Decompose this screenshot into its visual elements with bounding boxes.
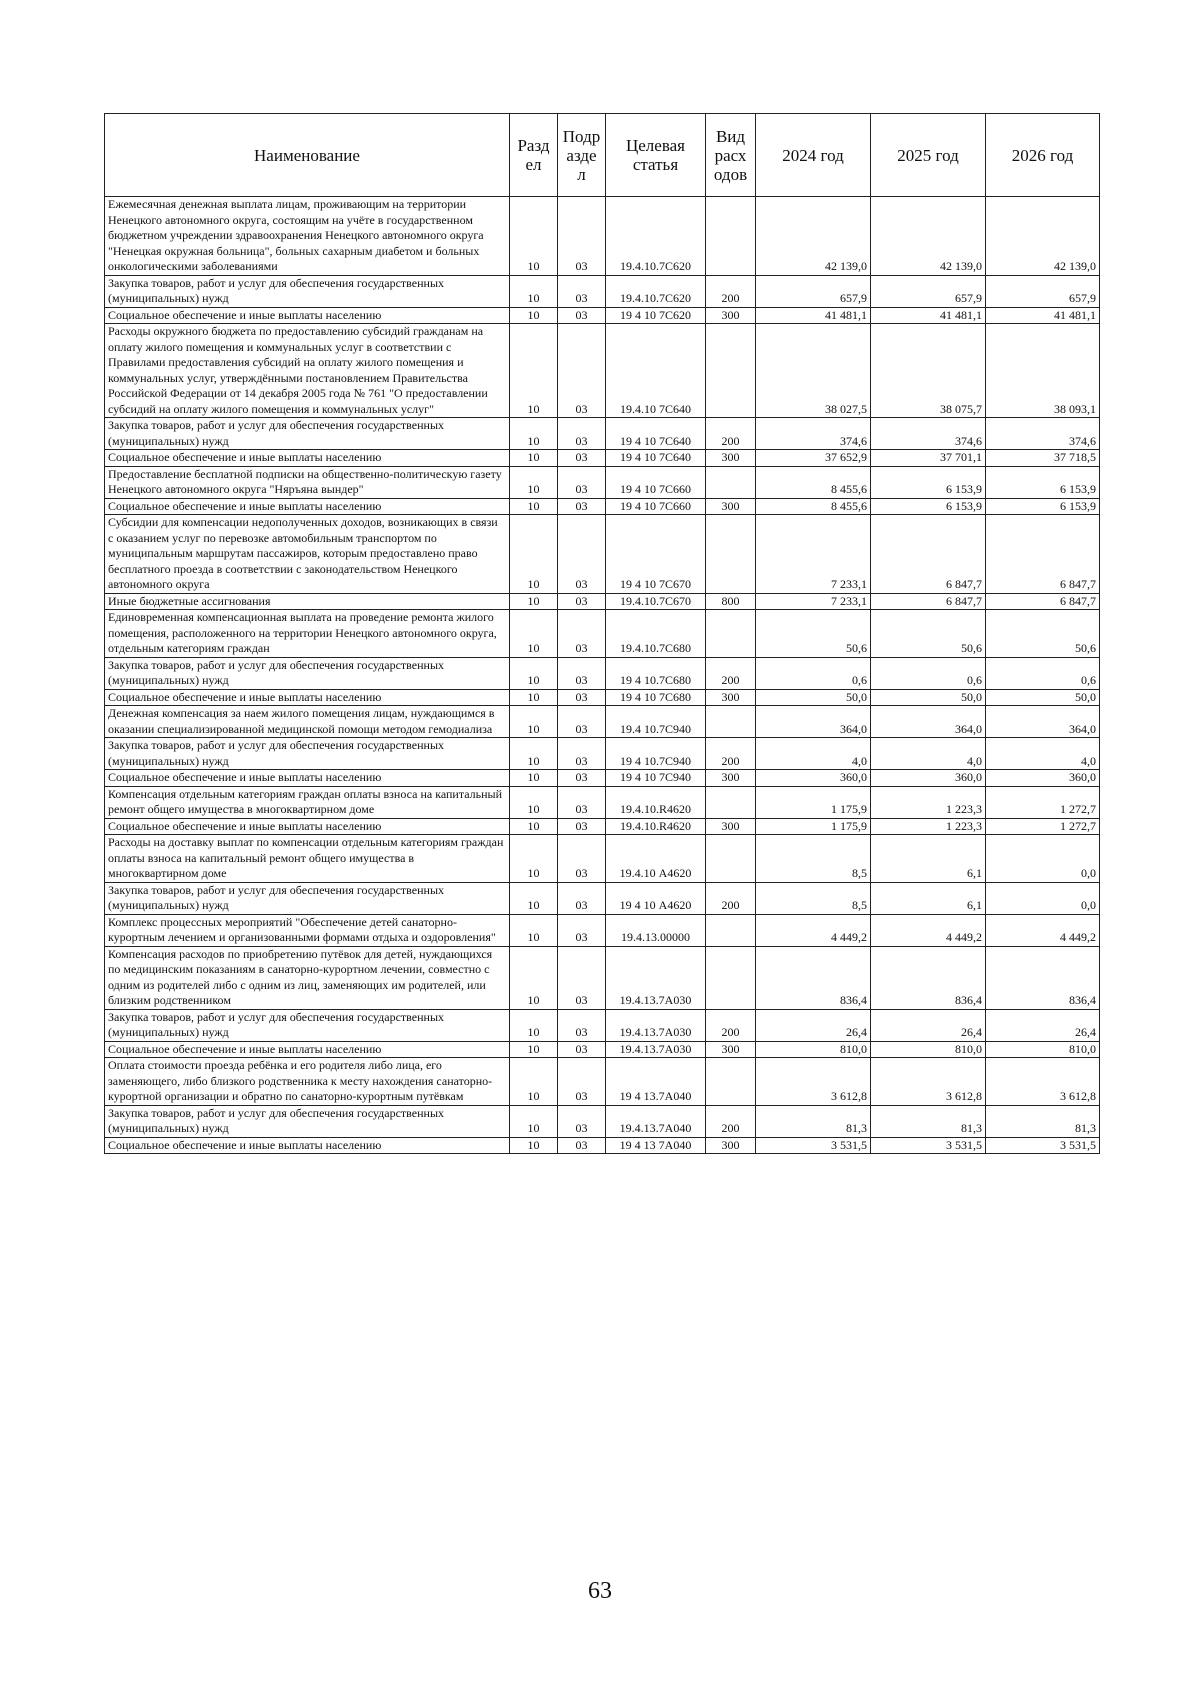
row-expense-type: 800 bbox=[706, 593, 756, 610]
row-expense-type: 200 bbox=[706, 882, 756, 914]
row-section: 10 bbox=[510, 197, 558, 276]
row-subsection: 03 bbox=[558, 914, 606, 946]
table-row bbox=[105, 610, 1100, 658]
table-row bbox=[105, 418, 1100, 450]
row-value-2024: 8,5 bbox=[756, 882, 871, 914]
row-name: Субсидии для компенсации недополученных доходов, возникающих в связи с оказанием услуг по перевозке автомобильным транспортом по муниципальным маршрутам пассажиров, которым предоставлено право бесплатного проезда в соответствии с законодательством Ненецкого автономного округа bbox=[105, 515, 510, 594]
row-section: 10 bbox=[510, 738, 558, 770]
row-value-2026: 6 847,7 bbox=[986, 515, 1100, 594]
table-header-row bbox=[105, 114, 1100, 197]
row-expense-type: 300 bbox=[706, 307, 756, 324]
table-row bbox=[105, 770, 1100, 787]
row-name: Социальное обеспечение и иные выплаты населению bbox=[105, 770, 510, 787]
row-value-2025: 26,4 bbox=[871, 1009, 986, 1041]
row-expense-type bbox=[706, 610, 756, 658]
row-subsection: 03 bbox=[558, 450, 606, 467]
row-section: 10 bbox=[510, 307, 558, 324]
row-value-2025: 374,6 bbox=[871, 418, 986, 450]
header-2024: 2024 год bbox=[756, 114, 871, 197]
row-section: 10 bbox=[510, 1137, 558, 1154]
row-section: 10 bbox=[510, 1009, 558, 1041]
row-name: Закупка товаров, работ и услуг для обеспечения государственных (муниципальных) нужд bbox=[105, 1105, 510, 1137]
row-subsection: 03 bbox=[558, 1041, 606, 1058]
row-value-2024: 50,6 bbox=[756, 610, 871, 658]
row-value-2025: 6 847,7 bbox=[871, 593, 986, 610]
row-section: 10 bbox=[510, 786, 558, 818]
row-subsection: 03 bbox=[558, 1009, 606, 1041]
row-section: 10 bbox=[510, 818, 558, 835]
row-value-2024: 42 139,0 bbox=[756, 197, 871, 276]
row-value-2024: 38 027,5 bbox=[756, 324, 871, 418]
row-name: Социальное обеспечение и иные выплаты населению bbox=[105, 498, 510, 515]
table-row bbox=[105, 1137, 1100, 1154]
row-value-2026: 1 272,7 bbox=[986, 818, 1100, 835]
row-name: Социальное обеспечение и иные выплаты населению bbox=[105, 818, 510, 835]
row-name: Компенсация расходов по приобретению путёвок для детей, нуждающихся по медицинским показаниям в санаторно-курортном лечении, совместно с одним из родителей либо с одним из лиц, заменяющих им родителей, или близким родственником bbox=[105, 946, 510, 1009]
table-row bbox=[105, 882, 1100, 914]
header-subsection-line: азде bbox=[566, 145, 597, 165]
row-section: 10 bbox=[510, 1105, 558, 1137]
row-value-2026: 836,4 bbox=[986, 946, 1100, 1009]
row-article: 19.4.13.7А040 bbox=[606, 1105, 706, 1137]
row-value-2024: 374,6 bbox=[756, 418, 871, 450]
row-value-2026: 0,0 bbox=[986, 835, 1100, 883]
row-article: 19 4 10 7С670 bbox=[606, 515, 706, 594]
row-value-2024: 1 175,9 bbox=[756, 786, 871, 818]
header-subsection bbox=[558, 114, 606, 197]
row-value-2025: 810,0 bbox=[871, 1041, 986, 1058]
row-expense-type: 300 bbox=[706, 818, 756, 835]
row-expense-type: 200 bbox=[706, 738, 756, 770]
row-value-2024: 26,4 bbox=[756, 1009, 871, 1041]
row-subsection: 03 bbox=[558, 835, 606, 883]
row-subsection: 03 bbox=[558, 818, 606, 835]
header-name: Наименование bbox=[105, 114, 510, 197]
row-name: Комплекс процессных мероприятий "Обеспечение детей санаторно-курортным лечением и организованными формами отдыха и оздоровления" bbox=[105, 914, 510, 946]
table-row bbox=[105, 593, 1100, 610]
budget-table bbox=[104, 113, 1100, 1154]
row-name: Закупка товаров, работ и услуг для обеспечения государственных (муниципальных) нужд bbox=[105, 882, 510, 914]
row-subsection: 03 bbox=[558, 498, 606, 515]
row-subsection: 03 bbox=[558, 307, 606, 324]
row-article: 19.4.10.7С620 bbox=[606, 275, 706, 307]
table-row bbox=[105, 706, 1100, 738]
row-article: 19 4 13 7А040 bbox=[606, 1137, 706, 1154]
row-article: 19 4 10 7С640 bbox=[606, 450, 706, 467]
row-value-2026: 37 718,5 bbox=[986, 450, 1100, 467]
row-value-2025: 3 531,5 bbox=[871, 1137, 986, 1154]
row-name: Социальное обеспечение и иные выплаты населению bbox=[105, 307, 510, 324]
header-subsection-line: Подр bbox=[562, 126, 601, 146]
row-value-2024: 8 455,6 bbox=[756, 466, 871, 498]
row-value-2025: 38 075,7 bbox=[871, 324, 986, 418]
row-value-2026: 50,6 bbox=[986, 610, 1100, 658]
row-value-2025: 4 449,2 bbox=[871, 914, 986, 946]
row-section: 10 bbox=[510, 466, 558, 498]
row-expense-type: 200 bbox=[706, 418, 756, 450]
row-article: 19.4 10.7С940 bbox=[606, 706, 706, 738]
row-value-2026: 810,0 bbox=[986, 1041, 1100, 1058]
row-value-2024: 364,0 bbox=[756, 706, 871, 738]
row-value-2026: 6 153,9 bbox=[986, 498, 1100, 515]
row-expense-type: 300 bbox=[706, 450, 756, 467]
table-row bbox=[105, 498, 1100, 515]
row-value-2025: 81,3 bbox=[871, 1105, 986, 1137]
row-value-2025: 364,0 bbox=[871, 706, 986, 738]
table-row bbox=[105, 1009, 1100, 1041]
row-article: 19.4.10 7С640 bbox=[606, 324, 706, 418]
table-row bbox=[105, 324, 1100, 418]
row-expense-type: 200 bbox=[706, 657, 756, 689]
row-value-2025: 41 481,1 bbox=[871, 307, 986, 324]
row-value-2026: 38 093,1 bbox=[986, 324, 1100, 418]
row-expense-type bbox=[706, 946, 756, 1009]
row-value-2024: 657,9 bbox=[756, 275, 871, 307]
row-subsection: 03 bbox=[558, 466, 606, 498]
row-article: 19 4 10.7С940 bbox=[606, 738, 706, 770]
row-article: 19 4 10 7С660 bbox=[606, 498, 706, 515]
row-expense-type bbox=[706, 197, 756, 276]
row-section: 10 bbox=[510, 275, 558, 307]
row-value-2024: 37 652,9 bbox=[756, 450, 871, 467]
table-row bbox=[105, 515, 1100, 594]
table-row bbox=[105, 946, 1100, 1009]
row-name: Социальное обеспечение и иные выплаты населению bbox=[105, 689, 510, 706]
page-number: 63 bbox=[588, 1578, 612, 1604]
row-expense-type: 300 bbox=[706, 1137, 756, 1154]
row-subsection: 03 bbox=[558, 786, 606, 818]
row-section: 10 bbox=[510, 835, 558, 883]
row-expense-type bbox=[706, 835, 756, 883]
row-value-2026: 6 153,9 bbox=[986, 466, 1100, 498]
header-article bbox=[606, 114, 706, 197]
row-value-2026: 6 847,7 bbox=[986, 593, 1100, 610]
row-section: 10 bbox=[510, 324, 558, 418]
header-article-line: статья bbox=[632, 155, 679, 174]
row-name: Закупка товаров, работ и услуг для обеспечения государственных (муниципальных) нужд bbox=[105, 418, 510, 450]
row-value-2025: 6 847,7 bbox=[871, 515, 986, 594]
row-article: 19 4 10 7С660 bbox=[606, 466, 706, 498]
row-section: 10 bbox=[510, 914, 558, 946]
header-expense-type bbox=[706, 114, 756, 197]
row-name: Предоставление бесплатной подписки на общественно-политическую газету Ненецкого автономного округа "Няръяна вындер" bbox=[105, 466, 510, 498]
row-subsection: 03 bbox=[558, 1137, 606, 1154]
row-article: 19 4 10 7С940 bbox=[606, 770, 706, 787]
row-name: Компенсация отдельным категориям граждан оплаты взноса на капитальный ремонт общего имущества в многоквартирном доме bbox=[105, 786, 510, 818]
row-name: Денежная компенсация за наем жилого помещения лицам, нуждающимся в оказании специализированной медицинской помощи методом гемодиализа bbox=[105, 706, 510, 738]
table-row bbox=[105, 450, 1100, 467]
row-expense-type bbox=[706, 706, 756, 738]
row-section: 10 bbox=[510, 657, 558, 689]
table-row bbox=[105, 786, 1100, 818]
row-subsection: 03 bbox=[558, 515, 606, 594]
row-article: 19 4 10.7С680 bbox=[606, 657, 706, 689]
row-expense-type: 300 bbox=[706, 770, 756, 787]
row-value-2025: 6 153,9 bbox=[871, 466, 986, 498]
header-2025: 2025 год bbox=[871, 114, 986, 197]
row-section: 10 bbox=[510, 418, 558, 450]
row-article: 19.4.10.7С680 bbox=[606, 610, 706, 658]
row-section: 10 bbox=[510, 610, 558, 658]
row-value-2024: 3 531,5 bbox=[756, 1137, 871, 1154]
row-article: 19.4.10.7С670 bbox=[606, 593, 706, 610]
row-value-2024: 4,0 bbox=[756, 738, 871, 770]
row-value-2024: 8 455,6 bbox=[756, 498, 871, 515]
row-section: 10 bbox=[510, 706, 558, 738]
row-expense-type bbox=[706, 914, 756, 946]
row-value-2026: 4,0 bbox=[986, 738, 1100, 770]
row-value-2025: 6,1 bbox=[871, 835, 986, 883]
row-expense-type bbox=[706, 515, 756, 594]
row-value-2025: 1 223,3 bbox=[871, 786, 986, 818]
row-value-2026: 42 139,0 bbox=[986, 197, 1100, 276]
table-row bbox=[105, 197, 1100, 276]
row-subsection: 03 bbox=[558, 882, 606, 914]
row-value-2026: 374,6 bbox=[986, 418, 1100, 450]
row-article: 19.4.13.00000 bbox=[606, 914, 706, 946]
row-value-2024: 8,5 bbox=[756, 835, 871, 883]
row-name: Ежемесячная денежная выплата лицам, проживающим на территории Ненецкого автономного округа, состоящим на учёте в государственном бюджетном учреждении здравоохранения Ненецкого автономного округа "Ненецкая окружная больница", больных сахарным диабетом и больных онкологическими заболеваниями bbox=[105, 197, 510, 276]
row-name: Социальное обеспечение и иные выплаты населению bbox=[105, 1137, 510, 1154]
table-row bbox=[105, 1041, 1100, 1058]
row-value-2025: 3 612,8 bbox=[871, 1058, 986, 1106]
row-article: 19.4.13.7А030 bbox=[606, 1009, 706, 1041]
row-value-2025: 6,1 bbox=[871, 882, 986, 914]
row-section: 10 bbox=[510, 946, 558, 1009]
row-name: Закупка товаров, работ и услуг для обеспечения государственных (муниципальных) нужд bbox=[105, 275, 510, 307]
row-section: 10 bbox=[510, 498, 558, 515]
row-expense-type: 300 bbox=[706, 1041, 756, 1058]
table-row bbox=[105, 657, 1100, 689]
row-value-2026: 81,3 bbox=[986, 1105, 1100, 1137]
row-value-2024: 7 233,1 bbox=[756, 515, 871, 594]
row-subsection: 03 bbox=[558, 657, 606, 689]
row-section: 10 bbox=[510, 689, 558, 706]
row-value-2025: 836,4 bbox=[871, 946, 986, 1009]
row-expense-type bbox=[706, 1058, 756, 1106]
row-subsection: 03 bbox=[558, 418, 606, 450]
row-name: Закупка товаров, работ и услуг для обеспечения государственных (муниципальных) нужд bbox=[105, 738, 510, 770]
row-value-2024: 7 233,1 bbox=[756, 593, 871, 610]
row-subsection: 03 bbox=[558, 1105, 606, 1137]
table-row bbox=[105, 818, 1100, 835]
table-row bbox=[105, 835, 1100, 883]
row-expense-type bbox=[706, 786, 756, 818]
row-article: 19.4.10.R4620 bbox=[606, 786, 706, 818]
row-value-2026: 50,0 bbox=[986, 689, 1100, 706]
row-name: Расходы на доставку выплат по компенсации отдельным категориям граждан оплаты взноса на капитальный ремонт общего имущества в многоквартирном доме bbox=[105, 835, 510, 883]
row-value-2024: 81,3 bbox=[756, 1105, 871, 1137]
table-row bbox=[105, 914, 1100, 946]
row-value-2025: 1 223,3 bbox=[871, 818, 986, 835]
row-article: 19.4.13.7А030 bbox=[606, 1041, 706, 1058]
row-name: Закупка товаров, работ и услуг для обеспечения государственных (муниципальных) нужд bbox=[105, 1009, 510, 1041]
row-subsection: 03 bbox=[558, 197, 606, 276]
row-value-2024: 3 612,8 bbox=[756, 1058, 871, 1106]
table-row bbox=[105, 1105, 1100, 1137]
row-value-2025: 42 139,0 bbox=[871, 197, 986, 276]
row-value-2026: 364,0 bbox=[986, 706, 1100, 738]
row-subsection: 03 bbox=[558, 275, 606, 307]
row-subsection: 03 bbox=[558, 770, 606, 787]
header-2026: 2026 год bbox=[986, 114, 1100, 197]
header-section-line: ел bbox=[525, 155, 542, 174]
header-article-line: Целевая bbox=[625, 136, 686, 155]
row-value-2026: 4 449,2 bbox=[986, 914, 1100, 946]
row-subsection: 03 bbox=[558, 706, 606, 738]
header-section bbox=[510, 114, 558, 197]
row-article: 19 4 13.7А040 bbox=[606, 1058, 706, 1106]
row-expense-type: 300 bbox=[706, 689, 756, 706]
row-value-2025: 37 701,1 bbox=[871, 450, 986, 467]
row-subsection: 03 bbox=[558, 689, 606, 706]
header-section-line: Разд bbox=[517, 136, 550, 155]
table-row bbox=[105, 738, 1100, 770]
row-article: 19.4.10 А4620 bbox=[606, 835, 706, 883]
table-row bbox=[105, 466, 1100, 498]
row-value-2026: 3 612,8 bbox=[986, 1058, 1100, 1106]
row-value-2026: 360,0 bbox=[986, 770, 1100, 787]
table-row bbox=[105, 1058, 1100, 1106]
row-value-2024: 360,0 bbox=[756, 770, 871, 787]
row-name: Оплата стоимости проезда ребёнка и его родителя либо лица, его заменяющего, либо близкого родственника к месту нахождения санаторно-курортной организации и обратно по санаторно-курортным путёвкам bbox=[105, 1058, 510, 1106]
row-value-2024: 50,0 bbox=[756, 689, 871, 706]
header-expense-type-line: одов bbox=[713, 164, 748, 184]
row-value-2025: 50,0 bbox=[871, 689, 986, 706]
row-value-2024: 4 449,2 bbox=[756, 914, 871, 946]
row-value-2026: 0,0 bbox=[986, 882, 1100, 914]
row-section: 10 bbox=[510, 770, 558, 787]
row-article: 19.4.10.R4620 bbox=[606, 818, 706, 835]
row-value-2024: 836,4 bbox=[756, 946, 871, 1009]
row-value-2025: 50,6 bbox=[871, 610, 986, 658]
row-article: 19 4 10 7С640 bbox=[606, 418, 706, 450]
table-row bbox=[105, 275, 1100, 307]
row-article: 19.4.13.7А030 bbox=[606, 946, 706, 1009]
row-value-2026: 1 272,7 bbox=[986, 786, 1100, 818]
table-body bbox=[105, 197, 1100, 1154]
row-section: 10 bbox=[510, 1041, 558, 1058]
row-subsection: 03 bbox=[558, 946, 606, 1009]
table-row bbox=[105, 689, 1100, 706]
row-section: 10 bbox=[510, 593, 558, 610]
row-article: 19.4.10.7С620 bbox=[606, 197, 706, 276]
row-expense-type bbox=[706, 466, 756, 498]
row-expense-type: 200 bbox=[706, 275, 756, 307]
row-value-2025: 0,6 bbox=[871, 657, 986, 689]
row-value-2024: 41 481,1 bbox=[756, 307, 871, 324]
row-name: Закупка товаров, работ и услуг для обеспечения государственных (муниципальных) нужд bbox=[105, 657, 510, 689]
row-subsection: 03 bbox=[558, 738, 606, 770]
row-subsection: 03 bbox=[558, 324, 606, 418]
row-value-2025: 6 153,9 bbox=[871, 498, 986, 515]
row-subsection: 03 bbox=[558, 610, 606, 658]
row-name: Социальное обеспечение и иные выплаты населению bbox=[105, 1041, 510, 1058]
row-expense-type: 200 bbox=[706, 1009, 756, 1041]
row-name: Социальное обеспечение и иные выплаты населению bbox=[105, 450, 510, 467]
row-expense-type: 200 bbox=[706, 1105, 756, 1137]
row-name: Единовременная компенсационная выплата на проведение ремонта жилого помещения, расположенного на территории Ненецкого автономного округа, отдельным категориям граждан bbox=[105, 610, 510, 658]
row-value-2025: 360,0 bbox=[871, 770, 986, 787]
row-section: 10 bbox=[510, 450, 558, 467]
row-article: 19 4 10 А4620 bbox=[606, 882, 706, 914]
row-value-2026: 3 531,5 bbox=[986, 1137, 1100, 1154]
row-value-2026: 0,6 bbox=[986, 657, 1100, 689]
row-section: 10 bbox=[510, 1058, 558, 1106]
row-article: 19 4 10 7С680 bbox=[606, 689, 706, 706]
row-expense-type bbox=[706, 324, 756, 418]
row-value-2026: 41 481,1 bbox=[986, 307, 1100, 324]
row-value-2024: 810,0 bbox=[756, 1041, 871, 1058]
row-value-2025: 4,0 bbox=[871, 738, 986, 770]
row-name: Иные бюджетные ассигнования bbox=[105, 593, 510, 610]
header-subsection-line: л bbox=[577, 164, 586, 184]
row-subsection: 03 bbox=[558, 1058, 606, 1106]
row-subsection: 03 bbox=[558, 593, 606, 610]
row-article: 19 4 10 7С620 bbox=[606, 307, 706, 324]
table-row bbox=[105, 307, 1100, 324]
row-expense-type: 300 bbox=[706, 498, 756, 515]
row-name: Расходы окружного бюджета по предоставлению субсидий гражданам на оплату жилого помещения и коммунальных услуг в соответствии с Правилами предоставления субсидий на оплату жилого помещения и коммунальных услуг, утверждёнными постановлением Правительства Российской Федерации от 14 декабря 2005 года № 761 "О предоставлении субсидий на оплату жилого помещения и коммунальных услуг" bbox=[105, 324, 510, 418]
row-value-2026: 657,9 bbox=[986, 275, 1100, 307]
row-section: 10 bbox=[510, 882, 558, 914]
header-expense-type-line: Вид bbox=[715, 126, 746, 146]
row-value-2025: 657,9 bbox=[871, 275, 986, 307]
row-section: 10 bbox=[510, 515, 558, 594]
row-value-2024: 1 175,9 bbox=[756, 818, 871, 835]
header-expense-type-line: расх bbox=[714, 145, 747, 165]
row-value-2024: 0,6 bbox=[756, 657, 871, 689]
row-value-2026: 26,4 bbox=[986, 1009, 1100, 1041]
